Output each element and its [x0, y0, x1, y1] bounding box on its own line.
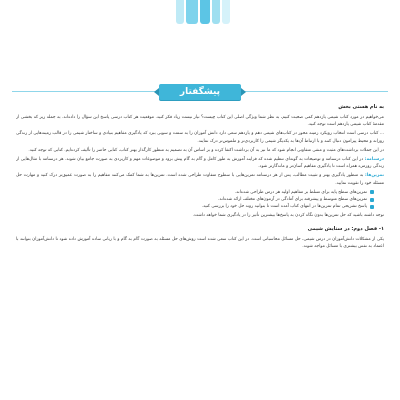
- exercises-note: توجه داشته باشید که حل تمرین‌ها بدون نگاه کردن به پاسخ‌ها بیشترین تأثیر را در یادگیری شما خواهد داشت.: [192, 213, 384, 219]
- list-item: [16, 196, 374, 203]
- ribbon-stripe: [186, 0, 198, 24]
- exercises-bullet-list: [16, 189, 374, 211]
- section-header-banner: [159, 84, 241, 100]
- bullet-text: تمرین‌های سطح پایه برای تسلط بر مفاهیم اولیه هر درس طراحی شده‌اند.: [234, 189, 367, 195]
- ribbon-stripe: [200, 0, 210, 24]
- exercises-lead: تمرین‌ها:: [365, 173, 384, 179]
- ribbon-stripe: [176, 0, 184, 24]
- bullet-icon: [370, 190, 374, 194]
- exercises-text: به منظور یادگیری بهتر و تثبیت مطالب، پس از هر درسنامه تمرین‌هایی با سطوح متفاوت طراحی شده است. تمرین‌ها به شما کمک می‌کنند مفاهیم را به صورت عمیق‌تر درک کنید و مهارت حل مسئله خود را تقویت نمایید.: [16, 173, 384, 186]
- bullet-icon: [370, 205, 374, 209]
- intro-paragraph: در این جملات برداشت‌های مثبت و منفی متفاوتی انجام شود که ما نیز به آن برداشت اکتفا کرده و بر اساس آن به تصمیم به منظور کارگذار بهتر کتاب، کتابی حاضر را تألیف کرده‌ایم. کتابی که توجه کنید.: [28, 147, 384, 153]
- section-heading: ۱- فصل دوم: در ستایش شیمی: [307, 225, 384, 232]
- section-header-title: پیشگفتار: [179, 87, 221, 97]
- intro-paragraph: ... کتاب درسی است انتخاب رویکرد زمینه محور در کتاب‌های شیمی دهم و یازدهم سعی دارد دانش آموزان را به سمت و سویی ببرد که یادگیری مفاهیم بنیادی و ساختار شیمی را در قالب زمینه‌هایی از زندگی روزانه و محیط پیرامون دنبال کنند و با ارتباط آن‌ها به یکدیگر شیمی را کاربردی‌تر و ملموس‌تر درک نمایند.: [16, 131, 384, 144]
- bullet-text: پاسخ تشریحی تمام تمرین‌ها در انتهای کتاب آمده است تا بتوانید روند حل خود را بررسی کنید.: [201, 204, 367, 210]
- exercises-paragraph: [16, 172, 384, 186]
- section-paragraph: یکی از مشکلات دانش‌آموزان در درس شیمی، حل مسائل محاسباتی است. در این کتاب سعی شده است روش‌های حل مسئله به صورت گام به گام و با زبانی ساده آموزش داده شود تا دانش‌آموزان بتوانند با اعتماد به نفس بیشتری با مسائل مواجه شوند.: [16, 236, 384, 249]
- ribbon-stripe: [222, 0, 230, 24]
- intro-paragraph: می‌خواهیم در مورد کتاب شیمی یازدهم کمی صحبت کنیم، به نظر شما ویژگی اصلی این کتاب چیست؟ نیاز نیست زیاد فکر کنید. موقعیت هر کتاب درسی پاسخ این سؤال را داده‌اند. به جمله زیر که بخشی از مقدمهٔ کتاب شیمی یازدهم است توجه کنید.: [16, 115, 384, 128]
- ribbon-stripe: [212, 0, 220, 24]
- bullet-icon: [370, 198, 374, 202]
- bullet-text: تمرین‌های سطح متوسط و پیشرفته برای آمادگی در آزمون‌های مختلف ارائه شده‌اند.: [218, 197, 367, 203]
- lessons-paragraph: [16, 156, 384, 170]
- lessons-lead: درسنامه:: [364, 157, 384, 163]
- page-content: [16, 104, 384, 390]
- decorative-ribbon: [176, 0, 232, 26]
- lessons-text: در این کتاب درسنامه و توضیحات به گونه‌ای تنظیم شده که فرایند آموزش به طور کامل و گام به گام پیش برود و موضوعات مهم و کاربردی به صورت جامع بیان شوند. هر درسنامه با مثال‌هایی از زندگی روزمره همراه است تا یادگیری مفاهیم آسان‌تر و ماندگارتر شود.: [16, 157, 384, 170]
- list-item: [16, 189, 374, 196]
- list-item: [16, 203, 374, 210]
- intro-title: به نام هستی بخش: [338, 104, 384, 110]
